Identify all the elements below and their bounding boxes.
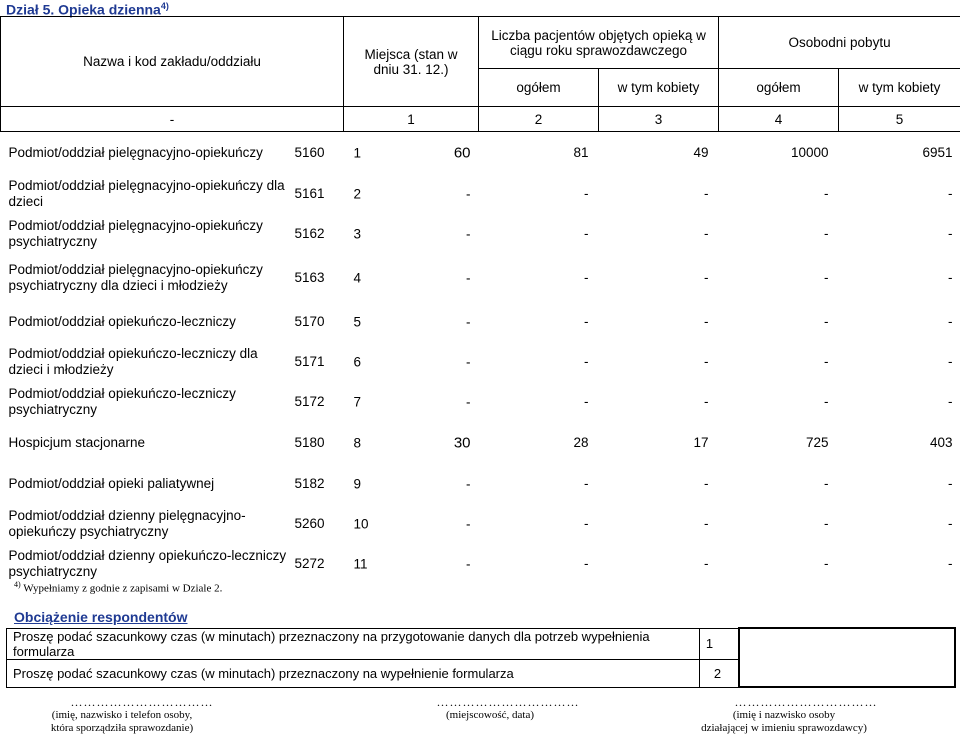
header-name: Nazwa i kod zakładu/oddziału xyxy=(1,17,344,107)
value-days-total: - xyxy=(704,556,709,571)
row-number: 3 xyxy=(353,226,362,241)
value-patients-total: - xyxy=(466,270,471,285)
table-row xyxy=(1,342,960,382)
value-patients-total: 30 xyxy=(453,434,471,451)
row-number: 4 xyxy=(353,270,362,285)
row-name: Podmiot/oddział opiekuńczo-leczniczy xyxy=(8,313,236,329)
row-code: 5162 xyxy=(294,226,325,241)
colnum-cell: 3 xyxy=(599,107,719,132)
value-extra: - xyxy=(948,516,953,531)
header-kobiety-days: w tym kobiety xyxy=(839,69,960,107)
signature-label-place-date: (miejscowość, data) xyxy=(446,709,534,721)
value-patients-total: - xyxy=(466,186,471,201)
value-days-women: - xyxy=(824,314,829,329)
row-name: Podmiot/oddział opiekuńczo-leczniczy dla dzieci i młodzieży xyxy=(8,345,258,377)
burden-question-2: Proszę podać szacunkowy czas (w minutach) przeznaczony na wypełnienie formularza xyxy=(7,659,700,687)
table-row xyxy=(1,302,960,342)
row-number: 10 xyxy=(353,516,369,531)
value-days-total: - xyxy=(704,394,709,409)
table-row xyxy=(1,132,960,174)
burden-number-2: 2 xyxy=(699,659,739,687)
row-number: 6 xyxy=(353,354,362,369)
value-days-total: - xyxy=(704,476,709,491)
value-days-total: - xyxy=(704,516,709,531)
value-days-women: - xyxy=(824,516,829,531)
column-numbers-row xyxy=(1,107,960,132)
row-name: Podmiot/oddział pielęgnacyjno-opiekuńczy dla dzieci xyxy=(8,177,285,209)
row-code: 5171 xyxy=(294,354,325,369)
value-days-total: - xyxy=(704,314,709,329)
burden-table xyxy=(6,627,956,688)
value-patients-women: - xyxy=(584,394,589,409)
row-name: Podmiot/oddział pielęgnacyjno-opiekuńczy psychiatryczny dla dzieci i młodzieży xyxy=(8,261,263,293)
signature-dots-2: …………………………… xyxy=(436,695,580,709)
row-places-cell xyxy=(344,214,479,254)
row-number: 8 xyxy=(353,435,362,450)
section-title: Dział 5. Opieka dzienna$^{4)}$ xyxy=(6,1,169,18)
header-kobiety-patients: w tym kobiety xyxy=(599,69,719,107)
header-days: Osobodni pobytu xyxy=(719,17,960,69)
value-days-total: - xyxy=(704,186,709,201)
colnum-cell: 5 xyxy=(839,107,960,132)
row-places-cell xyxy=(344,174,479,214)
row-code: 5170 xyxy=(294,314,325,329)
row-code: 5163 xyxy=(294,270,325,285)
header-places: Miejsca (stan w dniu 31. 12.) xyxy=(344,17,479,107)
table-row xyxy=(1,382,960,422)
value-days-women: - xyxy=(824,270,829,285)
header-patients: Liczba pacjentów objętych opieką w ciągu roku sprawozdawczego xyxy=(479,17,719,69)
value-days-women: 725 xyxy=(806,435,829,450)
row-places-cell xyxy=(344,342,479,382)
value-patients-women: - xyxy=(584,186,589,201)
value-patients-total: 60 xyxy=(453,144,471,162)
row-places-cell xyxy=(344,382,479,422)
row-number: 2 xyxy=(353,186,362,201)
signature-dots-3: …………………………… xyxy=(734,695,878,709)
row-name: Podmiot/oddział opiekuńczo-leczniczy psychiatryczny xyxy=(8,385,236,417)
table-row xyxy=(1,254,960,302)
value-days-women: - xyxy=(824,394,829,409)
value-patients-women: - xyxy=(584,314,589,329)
value-extra: - xyxy=(948,394,953,409)
row-code: 5272 xyxy=(294,556,325,571)
row-places-cell xyxy=(344,422,479,464)
row-code: 5260 xyxy=(294,516,325,531)
burden-number-1: 1 xyxy=(699,628,739,659)
value-days-total: - xyxy=(704,270,709,285)
table-row xyxy=(1,544,960,584)
row-number: 9 xyxy=(353,476,362,491)
row-places-cell xyxy=(344,302,479,342)
burden-title: Obciążenie respondentów xyxy=(14,609,188,625)
value-patients-women: - xyxy=(584,476,589,491)
value-extra: - xyxy=(948,556,953,571)
colnum-cell: 2 xyxy=(479,107,599,132)
value-days-total: - xyxy=(704,226,709,241)
value-days-total: - xyxy=(704,354,709,369)
table-row xyxy=(1,422,960,464)
row-places-cell xyxy=(344,544,479,584)
table-row xyxy=(1,174,960,214)
value-patients-women: 81 xyxy=(573,145,589,161)
value-patients-women: - xyxy=(584,270,589,285)
row-code: 5182 xyxy=(294,476,325,491)
row-code: 5172 xyxy=(294,394,325,409)
row-number: 11 xyxy=(353,556,368,571)
row-places-cell xyxy=(344,464,479,504)
value-patients-women: - xyxy=(584,226,589,241)
footnote: $^{4)}$ Wypełniamy z godnie z zapisami w Dziale 2. xyxy=(14,580,223,595)
value-extra: 403 xyxy=(930,435,953,450)
row-places-cell xyxy=(344,254,479,302)
row-code: 5180 xyxy=(294,435,325,450)
value-extra: - xyxy=(948,314,953,329)
row-code: 5160 xyxy=(294,145,325,161)
header-ogolem-days: ogółem xyxy=(719,69,839,107)
colnum-cell: 4 xyxy=(719,107,839,132)
value-patients-total: - xyxy=(466,394,471,409)
value-patients-women: 28 xyxy=(573,435,589,450)
value-patients-total: - xyxy=(466,556,471,571)
row-name: Podmiot/oddział dzienny opiekuńczo-leczniczy psychiatryczny xyxy=(8,547,287,579)
value-days-women: - xyxy=(824,354,829,369)
value-extra: - xyxy=(948,354,953,369)
signature-label-preparer: (imię, nazwisko i telefon osoby, która sporządziła sprawozdanie) xyxy=(50,709,194,734)
burden-question-1: Proszę podać szacunkowy czas (w minutach) przeznaczony na przygotowanie danych dla potrzeb wypełnienia formularza xyxy=(7,628,700,659)
value-patients-women: - xyxy=(584,516,589,531)
row-places-cell xyxy=(344,504,479,544)
value-extra: - xyxy=(948,186,953,201)
row-name: Podmiot/oddział opieki paliatywnej xyxy=(8,475,215,491)
row-number: 5 xyxy=(353,314,362,329)
header-ogolem-patients: ogółem xyxy=(479,69,599,107)
row-name: Hospicjum stacjonarne xyxy=(8,434,146,450)
row-number: 1 xyxy=(353,145,362,161)
data-table xyxy=(0,16,960,584)
value-days-women: - xyxy=(824,226,829,241)
row-name: Podmiot/oddział dzienny pielęgnacyjno-opiekuńczy psychiatryczny xyxy=(8,507,246,539)
value-patients-women: - xyxy=(584,354,589,369)
value-patients-total: - xyxy=(466,476,471,491)
value-days-women: - xyxy=(824,476,829,491)
value-patients-total: - xyxy=(466,354,471,369)
value-extra: - xyxy=(948,476,953,491)
value-days-women: - xyxy=(824,186,829,201)
row-code: 5161 xyxy=(294,186,325,201)
signature-dots-1: …………………………… xyxy=(70,695,214,709)
table-row xyxy=(1,464,960,504)
value-patients-total: - xyxy=(466,516,471,531)
colnum-cell: - xyxy=(1,107,344,132)
table-row xyxy=(1,504,960,544)
row-name: Podmiot/oddział pielęgnacyjno-opiekuńczy xyxy=(8,144,263,160)
value-extra: - xyxy=(948,226,953,241)
value-days-total: 17 xyxy=(693,435,709,450)
value-days-women: - xyxy=(824,556,829,571)
value-extra: 6951 xyxy=(922,145,953,161)
table-row xyxy=(1,214,960,254)
value-patients-women: - xyxy=(584,556,589,571)
row-name: Podmiot/oddział pielęgnacyjno-opiekuńczy psychiatryczny xyxy=(8,217,263,249)
colnum-cell: 1 xyxy=(344,107,479,132)
value-days-women: 10000 xyxy=(790,145,829,161)
value-days-total: 49 xyxy=(693,145,709,161)
value-extra: - xyxy=(948,270,953,285)
value-patients-total: - xyxy=(466,314,471,329)
signature-label-representative: (imię i nazwisko osoby działającej w imieniu sprawozdawcy) xyxy=(701,709,867,734)
value-patients-total: - xyxy=(466,226,471,241)
row-number: 7 xyxy=(353,394,362,409)
burden-answer-box[interactable] xyxy=(739,628,955,687)
row-places-cell xyxy=(344,132,479,174)
